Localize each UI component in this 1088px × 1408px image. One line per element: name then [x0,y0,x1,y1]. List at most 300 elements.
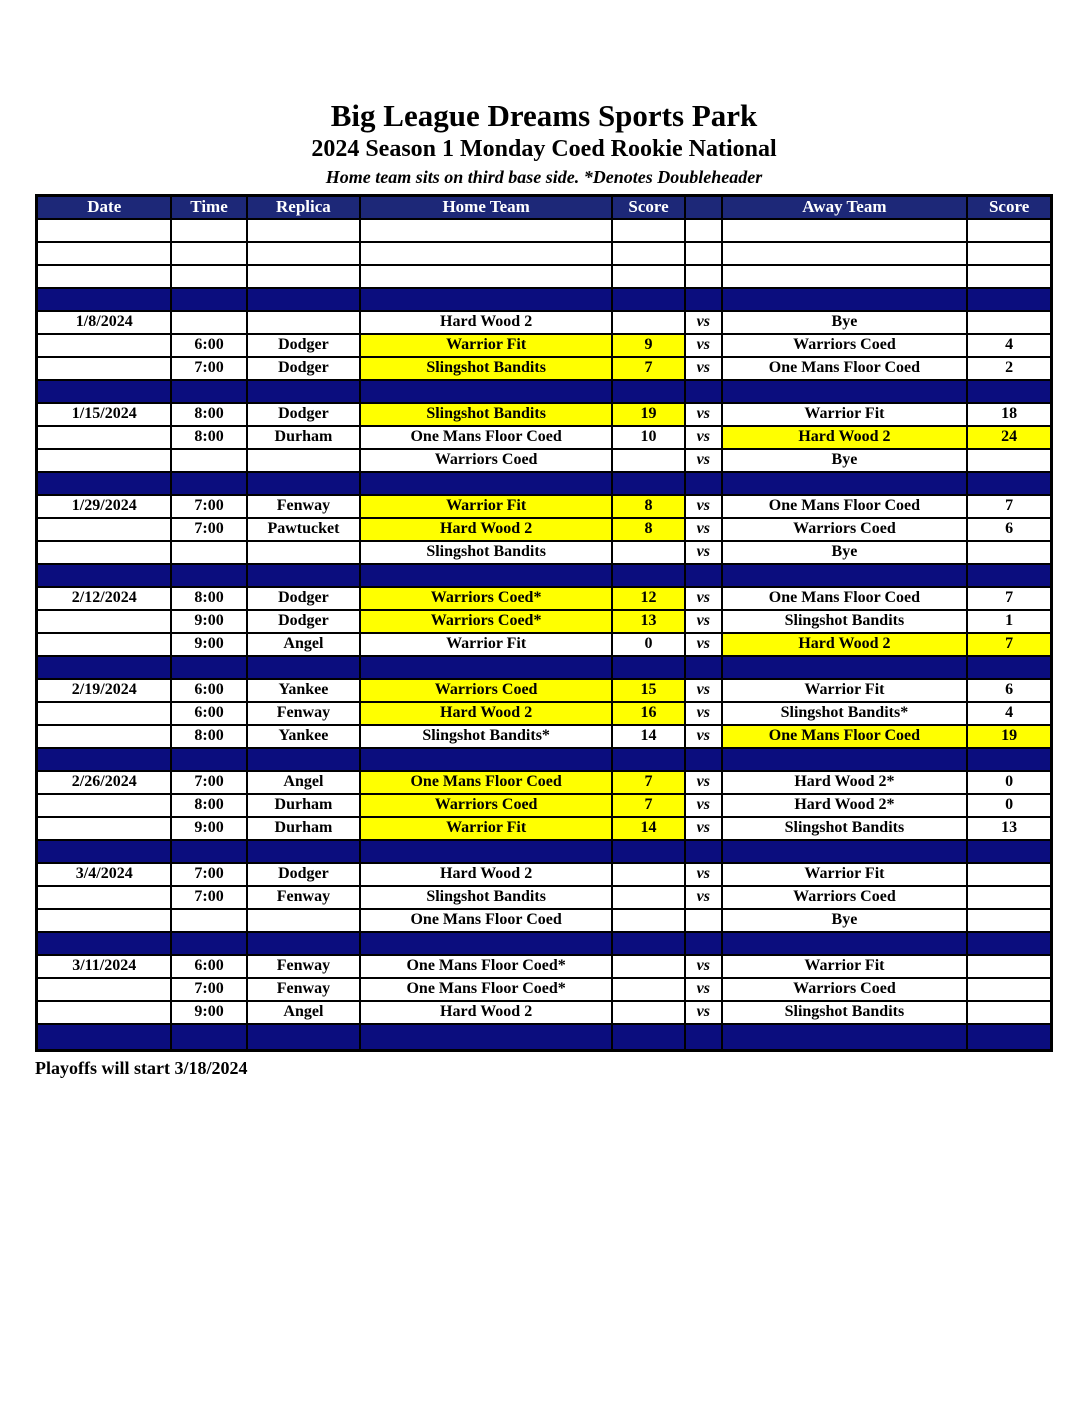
cell-home-team [360,219,612,242]
cell-home-team: Warriors Coed* [360,610,612,633]
cell-home-score [612,909,685,932]
cell-away-team: Bye [722,909,968,932]
cell-replica: Dodger [247,610,361,633]
cell-away-team [722,242,968,265]
cell-home-score: 8 [612,495,685,518]
game-row [37,403,1052,426]
cell-away-score [967,311,1051,334]
cell-away-team [722,219,968,242]
cell-away-score: 1 [967,610,1051,633]
cell-home-team: Warriors Coed [360,679,612,702]
column-header-score: Score [612,196,685,219]
page-subtitle: 2024 Season 1 Monday Coed Rookie National [311,136,777,162]
cell-vs: vs [685,518,722,541]
cell-date: 2/19/2024 [37,679,172,702]
cell-home-team: Hard Wood 2 [360,1001,612,1024]
cell-away-team: Warrior Fit [722,955,968,978]
cell-away-score [967,219,1051,242]
cell-time: 6:00 [171,679,246,702]
cell-home-score [612,242,685,265]
cell-vs: vs [685,863,722,886]
cell-date [37,932,172,955]
cell-vs [685,472,722,495]
cell-date [37,242,172,265]
cell-away-team: One Mans Floor Coed [722,495,968,518]
cell-home-team: Slingshot Bandits [360,886,612,909]
cell-vs: vs [685,725,722,748]
cell-away-team [722,656,968,679]
cell-vs [685,288,722,311]
cell-time [171,472,246,495]
cell-home-team: Warriors Coed [360,449,612,472]
cell-replica: Fenway [247,955,361,978]
cell-home-score [612,840,685,863]
cell-away-score [967,840,1051,863]
cell-away-team: Warrior Fit [722,403,968,426]
cell-away-team: Warriors Coed [722,886,968,909]
separator-row [37,748,1052,771]
cell-date [37,1024,172,1051]
cell-vs: vs [685,541,722,564]
cell-replica [247,472,361,495]
cell-away-score: 2 [967,357,1051,380]
game-row [37,495,1052,518]
cell-home-team [360,840,612,863]
cell-date [37,610,172,633]
cell-time: 9:00 [171,610,246,633]
cell-time [171,564,246,587]
cell-away-team [722,1024,968,1051]
cell-away-score: 0 [967,794,1051,817]
cell-home-team: Hard Wood 2 [360,311,612,334]
cell-away-score: 13 [967,817,1051,840]
cell-replica: Fenway [247,978,361,1001]
cell-vs: vs [685,334,722,357]
cell-vs: vs [685,794,722,817]
game-row [37,334,1052,357]
cell-date [37,380,172,403]
cell-vs [685,380,722,403]
cell-away-score [967,932,1051,955]
cell-away-score [967,1001,1051,1024]
cell-away-score: 7 [967,633,1051,656]
cell-replica: Pawtucket [247,518,361,541]
cell-home-score: 12 [612,587,685,610]
cell-away-score: 18 [967,403,1051,426]
cell-home-team: Slingshot Bandits [360,357,612,380]
cell-home-team [360,656,612,679]
cell-time: 9:00 [171,633,246,656]
cell-away-score: 19 [967,725,1051,748]
cell-away-score [967,863,1051,886]
cell-home-team: Hard Wood 2 [360,702,612,725]
cell-replica: Angel [247,1001,361,1024]
cell-away-team: Hard Wood 2* [722,794,968,817]
cell-home-team [360,472,612,495]
cell-away-score: 7 [967,495,1051,518]
cell-replica: Fenway [247,886,361,909]
cell-time [171,1024,246,1051]
cell-home-score: 13 [612,610,685,633]
cell-away-team [722,840,968,863]
cell-home-score: 10 [612,426,685,449]
cell-home-score [612,449,685,472]
cell-away-team: One Mans Floor Coed [722,587,968,610]
cell-home-score: 7 [612,771,685,794]
cell-vs [685,932,722,955]
cell-time [171,909,246,932]
cell-date [37,725,172,748]
cell-replica [247,311,361,334]
cell-home-team [360,288,612,311]
cell-home-score: 19 [612,403,685,426]
cell-home-score [612,564,685,587]
cell-date [37,748,172,771]
cell-vs [685,656,722,679]
cell-replica: Dodger [247,334,361,357]
column-header-away-team: Away Team [722,196,968,219]
cell-time [171,288,246,311]
cell-time: 9:00 [171,1001,246,1024]
separator-row [37,656,1052,679]
cell-date: 1/29/2024 [37,495,172,518]
cell-date [37,794,172,817]
cell-date: 2/26/2024 [37,771,172,794]
cell-home-score: 8 [612,518,685,541]
cell-home-team [360,265,612,288]
cell-time [171,541,246,564]
cell-home-score [612,380,685,403]
separator-row [37,564,1052,587]
game-row [37,541,1052,564]
cell-replica: Angel [247,633,361,656]
cell-away-score [967,288,1051,311]
cell-replica: Yankee [247,679,361,702]
cell-time: 7:00 [171,357,246,380]
page-header [0,0,1088,190]
cell-home-score [612,265,685,288]
cell-replica [247,380,361,403]
cell-vs: vs [685,702,722,725]
cell-home-team: Hard Wood 2 [360,863,612,886]
cell-home-score: 0 [612,633,685,656]
cell-vs [685,242,722,265]
cell-vs: vs [685,771,722,794]
separator-row [37,380,1052,403]
game-row [37,794,1052,817]
cell-away-score: 4 [967,334,1051,357]
cell-date [37,288,172,311]
cell-home-score [612,748,685,771]
cell-away-score [967,472,1051,495]
cell-vs [685,840,722,863]
cell-replica: Dodger [247,403,361,426]
cell-away-team [722,932,968,955]
game-row [37,587,1052,610]
cell-vs [685,564,722,587]
cell-away-score [967,242,1051,265]
game-row [37,357,1052,380]
cell-home-team: Hard Wood 2 [360,518,612,541]
cell-home-score [612,656,685,679]
cell-vs: vs [685,978,722,1001]
cell-away-team: One Mans Floor Coed [722,357,968,380]
cell-time [171,748,246,771]
cell-vs: vs [685,495,722,518]
cell-away-team [722,265,968,288]
schedule-table [35,194,1053,1052]
cell-away-team [722,748,968,771]
cell-replica [247,449,361,472]
cell-home-team: Warrior Fit [360,817,612,840]
cell-home-score [612,978,685,1001]
cell-home-team: One Mans Floor Coed [360,426,612,449]
cell-away-score [967,955,1051,978]
separator-row [37,932,1052,955]
cell-vs: vs [685,449,722,472]
column-header-vs [685,196,722,219]
cell-time: 7:00 [171,863,246,886]
cell-replica: Fenway [247,495,361,518]
cell-time [171,380,246,403]
cell-date [37,265,172,288]
cell-time: 7:00 [171,518,246,541]
cell-away-team: Bye [722,311,968,334]
cell-home-score [612,886,685,909]
cell-date [37,886,172,909]
game-row [37,817,1052,840]
cell-time [171,840,246,863]
cell-date [37,909,172,932]
cell-date: 3/11/2024 [37,955,172,978]
cell-date [37,633,172,656]
cell-time [171,932,246,955]
cell-vs: vs [685,633,722,656]
cell-home-score [612,932,685,955]
cell-away-score [967,909,1051,932]
cell-home-score: 7 [612,794,685,817]
cell-time: 6:00 [171,702,246,725]
cell-replica: Angel [247,771,361,794]
cell-time: 8:00 [171,587,246,610]
cell-replica: Fenway [247,702,361,725]
cell-date: 2/12/2024 [37,587,172,610]
cell-vs: vs [685,311,722,334]
cell-replica: Yankee [247,725,361,748]
cell-time [171,219,246,242]
cell-date [37,219,172,242]
cell-time: 6:00 [171,955,246,978]
cell-away-team: One Mans Floor Coed [722,725,968,748]
playoffs-note: Playoffs will start 3/18/2024 [35,1058,248,1078]
cell-home-team: Slingshot Bandits [360,403,612,426]
cell-home-team [360,380,612,403]
game-row [37,725,1052,748]
cell-home-team: One Mans Floor Coed [360,771,612,794]
cell-home-team: Slingshot Bandits [360,541,612,564]
cell-time [171,311,246,334]
cell-home-score: 7 [612,357,685,380]
cell-date [37,472,172,495]
cell-date [37,449,172,472]
game-row [37,978,1052,1001]
cell-date [37,357,172,380]
separator-row [37,1024,1052,1051]
game-row [37,518,1052,541]
cell-time: 6:00 [171,334,246,357]
cell-away-team: Slingshot Bandits* [722,702,968,725]
separator-row [37,840,1052,863]
cell-away-team: Hard Wood 2* [722,771,968,794]
home-team-note: Home team sits on third base side. *Denotes Doubleheader [325,167,763,187]
game-row [37,610,1052,633]
cell-date [37,564,172,587]
cell-time: 8:00 [171,403,246,426]
column-header-time: Time [171,196,246,219]
cell-replica [247,748,361,771]
cell-vs [685,909,722,932]
cell-replica [247,219,361,242]
cell-home-score [612,1024,685,1051]
cell-home-team: Slingshot Bandits* [360,725,612,748]
cell-away-score [967,1024,1051,1051]
cell-replica: Durham [247,817,361,840]
cell-time [171,242,246,265]
game-row [37,449,1052,472]
cell-home-score: 16 [612,702,685,725]
cell-away-team [722,380,968,403]
cell-home-team: One Mans Floor Coed [360,909,612,932]
cell-away-team: Warriors Coed [722,978,968,1001]
cell-date: 1/15/2024 [37,403,172,426]
cell-away-score [967,886,1051,909]
cell-date [37,426,172,449]
cell-home-team: One Mans Floor Coed* [360,955,612,978]
cell-replica [247,541,361,564]
cell-date: 1/8/2024 [37,311,172,334]
cell-replica: Dodger [247,587,361,610]
game-row [37,1001,1052,1024]
cell-home-score [612,541,685,564]
cell-vs: vs [685,357,722,380]
cell-date [37,541,172,564]
cell-time: 7:00 [171,771,246,794]
cell-home-score [612,863,685,886]
cell-away-score [967,541,1051,564]
cell-vs: vs [685,403,722,426]
cell-away-score [967,380,1051,403]
cell-date [37,817,172,840]
separator-row [37,472,1052,495]
cell-time: 7:00 [171,886,246,909]
cell-home-score: 15 [612,679,685,702]
cell-home-score [612,955,685,978]
cell-date [37,978,172,1001]
cell-replica [247,909,361,932]
cell-replica [247,265,361,288]
cell-away-team: Warrior Fit [722,679,968,702]
cell-home-team [360,748,612,771]
game-row [37,886,1052,909]
cell-away-score: 24 [967,426,1051,449]
cell-time: 8:00 [171,794,246,817]
column-header-date: Date [37,196,172,219]
cell-time: 8:00 [171,426,246,449]
game-row [37,771,1052,794]
game-row [37,426,1052,449]
cell-vs [685,748,722,771]
cell-away-team [722,288,968,311]
cell-home-score: 14 [612,817,685,840]
cell-replica [247,1024,361,1051]
column-header-score: Score [967,196,1051,219]
cell-away-score [967,656,1051,679]
cell-replica: Dodger [247,357,361,380]
game-row [37,909,1052,932]
game-row [37,679,1052,702]
empty-row [37,219,1052,242]
cell-home-team: Warriors Coed [360,794,612,817]
cell-home-team [360,242,612,265]
cell-time [171,265,246,288]
game-row [37,633,1052,656]
cell-away-score [967,265,1051,288]
cell-home-score [612,311,685,334]
cell-away-team: Slingshot Bandits [722,610,968,633]
cell-time: 7:00 [171,495,246,518]
cell-replica: Durham [247,794,361,817]
cell-vs: vs [685,817,722,840]
cell-away-score: 6 [967,518,1051,541]
cell-away-team: Warriors Coed [722,518,968,541]
cell-away-team: Slingshot Bandits [722,817,968,840]
cell-away-team: Bye [722,541,968,564]
cell-date [37,1001,172,1024]
cell-away-team [722,472,968,495]
cell-vs: vs [685,610,722,633]
cell-vs: vs [685,426,722,449]
column-header-home-team: Home Team [360,196,612,219]
cell-time: 7:00 [171,978,246,1001]
game-row [37,311,1052,334]
cell-time: 8:00 [171,725,246,748]
cell-away-team: Warrior Fit [722,863,968,886]
cell-home-team: Warriors Coed* [360,587,612,610]
column-header-replica: Replica [247,196,361,219]
empty-row [37,242,1052,265]
cell-time: 9:00 [171,817,246,840]
cell-home-team [360,932,612,955]
cell-replica: Durham [247,426,361,449]
cell-home-score: 9 [612,334,685,357]
cell-away-team: Slingshot Bandits [722,1001,968,1024]
cell-away-score [967,748,1051,771]
cell-time [171,656,246,679]
cell-away-score [967,449,1051,472]
cell-time [171,449,246,472]
cell-vs [685,265,722,288]
cell-date [37,840,172,863]
table-header-row [37,196,1052,219]
cell-home-score [612,1001,685,1024]
cell-date [37,702,172,725]
cell-home-team: Warrior Fit [360,633,612,656]
game-row [37,955,1052,978]
cell-date [37,518,172,541]
cell-away-team [722,564,968,587]
cell-home-score: 14 [612,725,685,748]
cell-home-team [360,564,612,587]
